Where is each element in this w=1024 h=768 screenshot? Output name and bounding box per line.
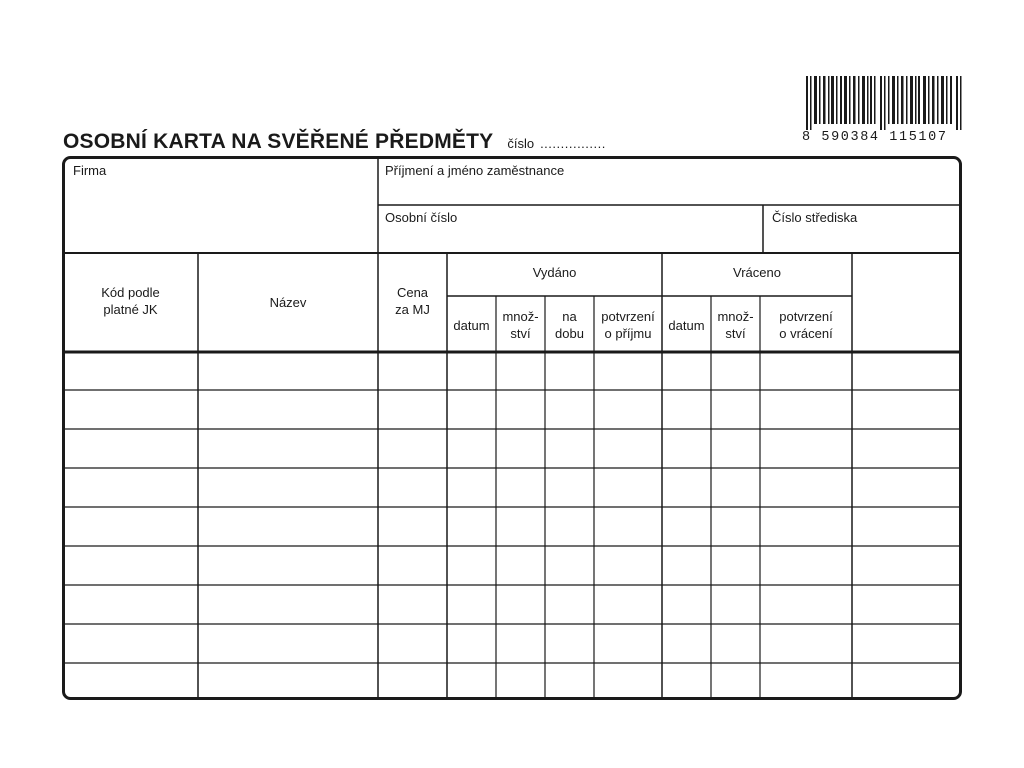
employee-name-label: Příjmení a jméno zaměstnance <box>385 163 565 178</box>
issued-confirm-header <box>594 308 662 342</box>
card-number-field[interactable]: ................ <box>540 136 606 151</box>
returned-qty-line2: ství <box>725 326 746 341</box>
code-header <box>63 284 198 318</box>
issued-period-header <box>545 308 594 342</box>
returned-confirm-line2: o vrácení <box>779 326 833 341</box>
barcode <box>802 76 962 146</box>
page-title: OSOBNÍ KARTA NA SVĚŘENÉ PŘEDMĚTY <box>63 130 494 153</box>
barcode-number: 8 590384 115107 <box>802 130 948 145</box>
issued-period-line2: dobu <box>555 326 584 341</box>
issued-date-header: datum <box>453 318 490 333</box>
issued-qty-line2: ství <box>510 326 531 341</box>
center-number-label: Číslo střediska <box>772 210 858 225</box>
title-row <box>63 130 606 156</box>
issued-header: Vydáno <box>532 265 577 280</box>
code-header-line2: platné JK <box>103 302 158 317</box>
name-header: Název <box>269 295 307 310</box>
issued-period-line1: na <box>562 309 577 324</box>
issued-qty-header <box>496 308 545 342</box>
price-header <box>378 284 447 318</box>
returned-qty-header <box>711 308 760 342</box>
code-header-line1: Kód podle <box>101 285 160 300</box>
returned-header: Vráceno <box>733 265 781 280</box>
price-header-line2: za MJ <box>395 302 430 317</box>
form-grid <box>62 156 962 700</box>
issued-confirm-line1: potvrzení <box>601 309 655 324</box>
returned-date-header: datum <box>668 318 705 333</box>
price-header-line1: Cena <box>396 285 429 300</box>
card-number-label: číslo <box>507 136 535 151</box>
personal-number-label: Osobní číslo <box>385 210 458 225</box>
issued-confirm-line2: o příjmu <box>604 326 652 341</box>
returned-confirm-line1: potvrzení <box>779 309 833 324</box>
form-card <box>62 156 962 700</box>
returned-qty-line1: množ- <box>717 309 754 324</box>
issued-qty-line1: množ- <box>502 309 539 324</box>
barcode-icon <box>806 76 962 130</box>
returned-confirm-header <box>760 308 852 342</box>
firma-label: Firma <box>73 163 107 178</box>
